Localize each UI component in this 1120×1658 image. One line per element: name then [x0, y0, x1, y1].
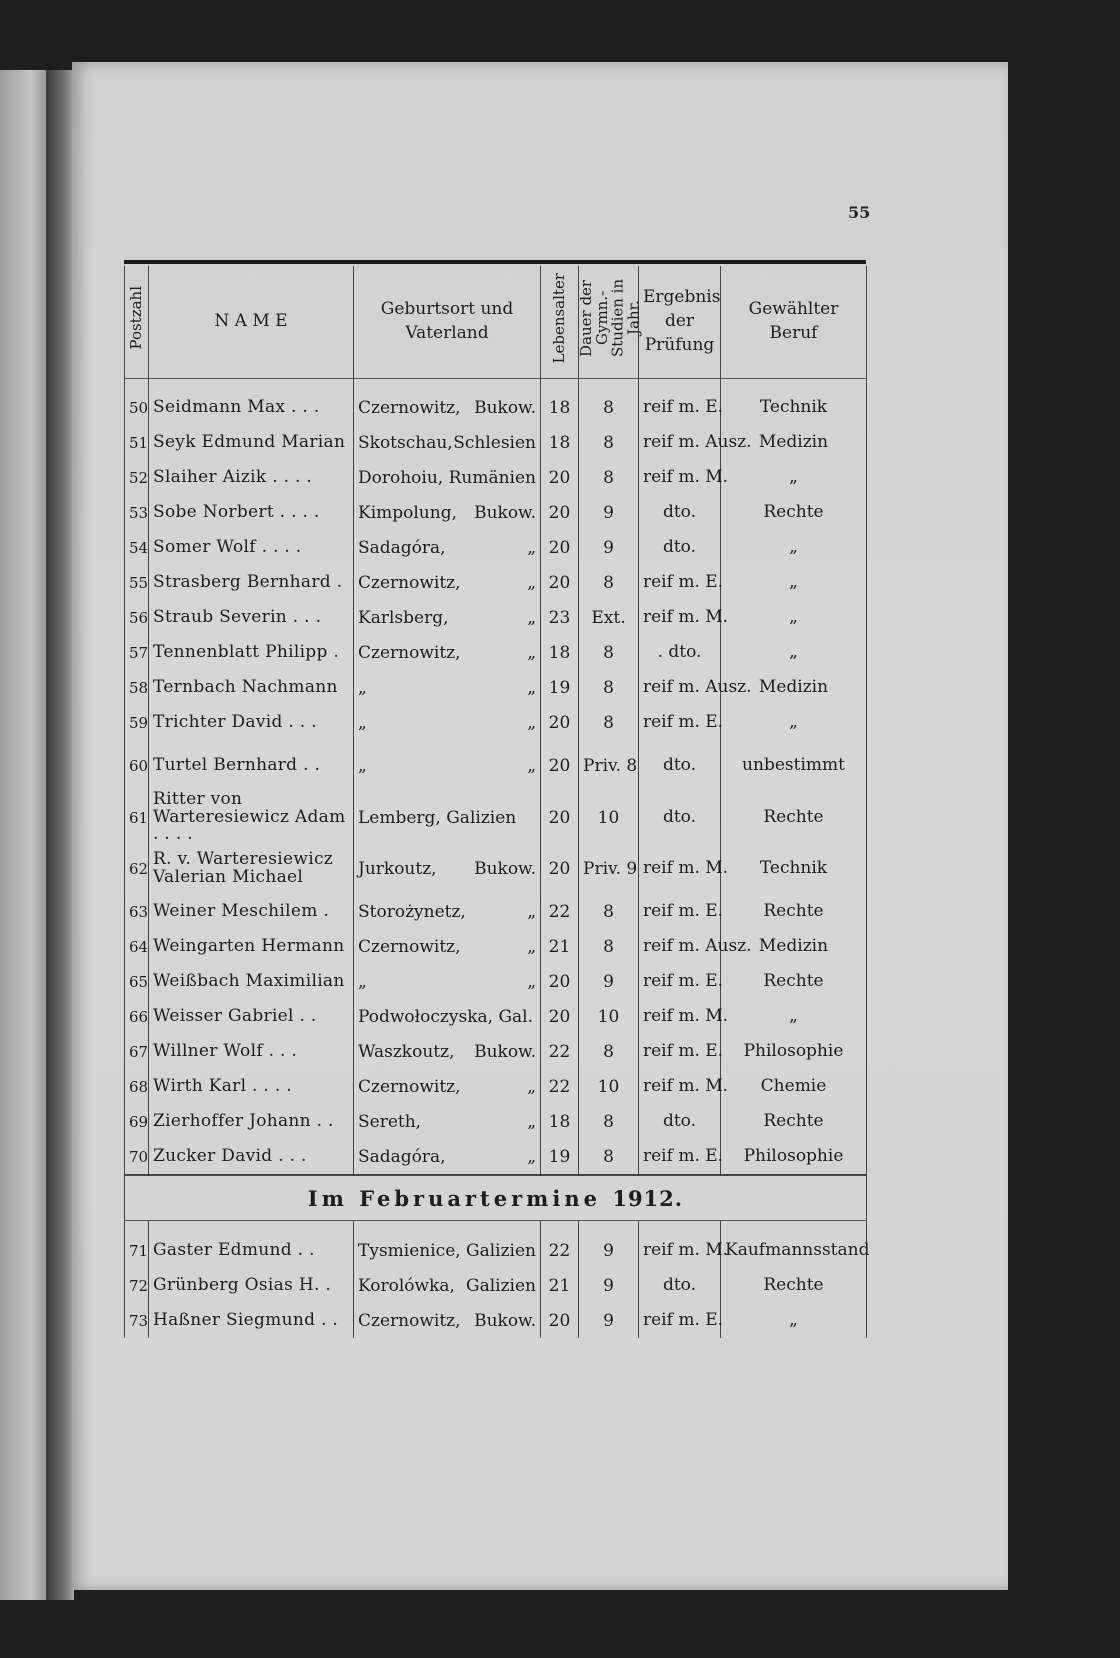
student-name-text: Ternbach Nachmann [153, 677, 338, 698]
table-body-february [125, 1233, 870, 1338]
age: 20 [541, 741, 579, 791]
exam-result: reif m. Ausz. [639, 671, 721, 706]
student-name [149, 601, 354, 636]
table-row [125, 1303, 867, 1338]
table-row [125, 1034, 867, 1069]
row-number: 70 [125, 1139, 149, 1175]
row-number: 58 [125, 671, 149, 706]
chosen-career: Medizin [721, 929, 867, 964]
row-number: 67 [125, 1034, 149, 1069]
row-number: 56 [125, 601, 149, 636]
exam-result: reif m. E. [639, 391, 721, 426]
row-number: 54 [125, 531, 149, 566]
age: 20 [541, 706, 579, 741]
row-number: 68 [125, 1069, 149, 1104]
birthplace [354, 671, 541, 706]
chosen-career: unbestimmt [721, 741, 867, 791]
row-number: 62 [125, 844, 149, 894]
student-name-text: Gaster Edmund . . [153, 1239, 315, 1260]
chosen-career: Rechte [721, 964, 867, 999]
table-row [125, 671, 867, 706]
chosen-career: „ [721, 706, 867, 741]
section-header [125, 1175, 867, 1233]
table-row [125, 741, 867, 791]
exam-result: dto. [639, 496, 721, 531]
table-row [125, 706, 867, 741]
table-body-main [125, 378, 867, 1175]
exam-result: reif m. E. [639, 706, 721, 741]
age: 18 [541, 636, 579, 671]
birthplace-city: Czernowitz, [358, 398, 461, 419]
student-name-text: Straub Severin . . . [153, 607, 322, 628]
table-row [125, 601, 867, 636]
birthplace-city: Skotschau, [358, 433, 453, 454]
exam-result: dto. [639, 1268, 721, 1303]
birthplace-city: Czernowitz, [358, 573, 461, 594]
birthplace-city: Kimpolung, [358, 503, 457, 524]
study-years: 9 [579, 1233, 639, 1268]
row-number: 73 [125, 1303, 149, 1338]
birthplace-city: Czernowitz, [358, 643, 461, 664]
student-name [149, 671, 354, 706]
chosen-career: Kaufmannsstand [721, 1233, 867, 1268]
chosen-career: Rechte [721, 1104, 867, 1139]
header-age: Lebensalter [541, 266, 579, 378]
exam-result: reif m. E. [639, 1303, 721, 1338]
birthplace-city: Sereth, [358, 1111, 422, 1132]
birthplace-country: Bukow. [474, 1310, 536, 1331]
birthplace-city: Korolówka, [358, 1275, 455, 1296]
student-name-text: Zucker David . . . [153, 1145, 307, 1166]
chosen-career: Rechte [721, 791, 867, 845]
birthplace [354, 1069, 541, 1104]
row-number: 65 [125, 964, 149, 999]
study-years: Priv. 8 [579, 741, 639, 791]
chosen-career: „ [721, 531, 867, 566]
study-years: 8 [579, 461, 639, 496]
row-number: 51 [125, 426, 149, 461]
left-page-edge [0, 70, 52, 1600]
exam-result: reif m. M. [639, 1069, 721, 1104]
age: 22 [541, 1233, 579, 1268]
birthplace [354, 531, 541, 566]
study-years: 8 [579, 636, 639, 671]
exam-result: reif m. M. [639, 1233, 721, 1268]
birthplace [354, 601, 541, 636]
row-number: 57 [125, 636, 149, 671]
exam-result: reif m. M. [639, 844, 721, 894]
age: 20 [541, 791, 579, 845]
student-name-text: Zierhoffer Johann . . [153, 1110, 334, 1131]
section-row [125, 1175, 867, 1221]
student-name [149, 1268, 354, 1303]
birthplace-country: Galizien [466, 1275, 536, 1296]
birthplace-city: Storożynetz, [358, 901, 466, 922]
row-number: 69 [125, 1104, 149, 1139]
student-name [149, 636, 354, 671]
header-row [125, 266, 867, 378]
birthplace-city: „ [358, 755, 367, 776]
birthplace-city: „ [358, 971, 367, 992]
birthplace [354, 1303, 541, 1338]
birthplace-country: Bukow. [474, 398, 536, 419]
chosen-career: Technik [721, 844, 867, 894]
header-duration: Dauer der Gymn.-Studien in Jahr. [579, 266, 639, 378]
birthplace-country: Bukow. [474, 503, 536, 524]
student-name [149, 426, 354, 461]
study-years: Priv. 9 [579, 844, 639, 894]
header-result: Ergebnis der Prüfung [639, 266, 721, 378]
student-name [149, 1034, 354, 1069]
table-top-rule [124, 260, 866, 264]
study-years: 8 [579, 929, 639, 964]
student-name [149, 496, 354, 531]
birthplace-country: „ [527, 538, 536, 559]
chosen-career: Philosophie [721, 1034, 867, 1069]
study-years: 8 [579, 706, 639, 741]
table-row [125, 426, 867, 461]
study-years: 8 [579, 566, 639, 601]
birthplace-city: Tysmienice, [358, 1240, 461, 1261]
study-years: 9 [579, 1303, 639, 1338]
chosen-career: Rechte [721, 1268, 867, 1303]
birthplace-city: Lemberg, Galizien [358, 807, 517, 828]
chosen-career: Rechte [721, 894, 867, 929]
birthplace-country: „ [527, 1146, 536, 1167]
chosen-career: „ [721, 1303, 867, 1338]
student-name-text: Weisser Gabriel . . [153, 1005, 317, 1026]
birthplace-country: „ [527, 936, 536, 957]
birthplace [354, 894, 541, 929]
exam-result: reif m. E. [639, 566, 721, 601]
table-row [125, 844, 867, 894]
page-number: 55 [848, 203, 871, 222]
table-row [125, 964, 867, 999]
birthplace [354, 566, 541, 601]
birthplace-city: Karlsberg, [358, 608, 449, 629]
table-row [125, 566, 867, 601]
age: 20 [541, 964, 579, 999]
table-row [125, 1104, 867, 1139]
birthplace [354, 636, 541, 671]
birthplace [354, 929, 541, 964]
student-name [149, 706, 354, 741]
birthplace [354, 496, 541, 531]
study-years: 8 [579, 1139, 639, 1175]
student-name [149, 894, 354, 929]
student-name-text: Tennenblatt Philipp . [153, 642, 340, 663]
birthplace [354, 461, 541, 496]
study-years: 8 [579, 894, 639, 929]
header-name: N A M E [149, 266, 354, 378]
exam-result: dto. [639, 531, 721, 566]
age: 20 [541, 844, 579, 894]
student-name-text: R. v. Warteresiewicz Valerian Michael [153, 849, 334, 888]
exam-result: reif m. M. [639, 461, 721, 496]
chosen-career: Chemie [721, 1069, 867, 1104]
row-number: 64 [125, 929, 149, 964]
student-name-text: Trichter David . . . [153, 712, 317, 733]
age: 20 [541, 461, 579, 496]
table-row [125, 1233, 867, 1268]
age: 22 [541, 1069, 579, 1104]
table-row [125, 531, 867, 566]
study-years: Ext. [579, 601, 639, 636]
table-row [125, 391, 867, 426]
birthplace-country: „ [527, 573, 536, 594]
student-name-text: Haßner Siegmund . . [153, 1309, 339, 1330]
student-name [149, 788, 354, 845]
table-row [125, 1069, 867, 1104]
chosen-career: Medizin [721, 671, 867, 706]
exam-result: reif m. E. [639, 1034, 721, 1069]
exam-result: reif m. Ausz. [639, 929, 721, 964]
chosen-career: Philosophie [721, 1139, 867, 1175]
birthplace-city: Dorohoiu, [358, 468, 444, 489]
student-name [149, 1139, 354, 1175]
study-years: 9 [579, 964, 639, 999]
birthplace-city: Czernowitz, [358, 1076, 461, 1097]
book-gutter [46, 70, 74, 1600]
table-row [125, 929, 867, 964]
birthplace [354, 964, 541, 999]
student-name-text: Seidmann Max . . . [153, 397, 320, 418]
exam-result: reif m. E. [639, 894, 721, 929]
chosen-career: Technik [721, 391, 867, 426]
age: 21 [541, 1268, 579, 1303]
age: 19 [541, 671, 579, 706]
header-birthplace: Geburtsort und Vaterland [354, 266, 541, 378]
birthplace-country: „ [527, 755, 536, 776]
birthplace-country: „ [527, 643, 536, 664]
row-number: 55 [125, 566, 149, 601]
birthplace [354, 426, 541, 461]
table-row [125, 461, 867, 496]
student-name-text: Slaiher Aizik . . . . [153, 467, 313, 488]
birthplace-city: „ [358, 713, 367, 734]
birthplace-city: Sadagóra, [358, 1146, 446, 1167]
student-name-text: Somer Wolf . . . . [153, 537, 302, 558]
row-number: 50 [125, 391, 149, 426]
birthplace-city: Czernowitz, [358, 1310, 461, 1331]
section-title: Im Februartermine 1912. [125, 1175, 867, 1221]
student-name-text: Seyk Edmund Marian [153, 432, 346, 453]
age: 18 [541, 1104, 579, 1139]
student-name [149, 999, 354, 1034]
student-name-text: Weiner Meschilem . [153, 900, 330, 921]
chosen-career: Medizin [721, 426, 867, 461]
birthplace-country: „ [527, 713, 536, 734]
student-name [149, 531, 354, 566]
student-name-text: Ritter von Warteresiewicz Adam . . . . [153, 788, 346, 845]
study-years: 10 [579, 999, 639, 1034]
study-years: 10 [579, 791, 639, 845]
birthplace-city: Podwołoczyska, Gal. [358, 1006, 534, 1027]
study-years: 8 [579, 1104, 639, 1139]
birthplace [354, 1104, 541, 1139]
table-row [125, 496, 867, 531]
student-name [149, 964, 354, 999]
spacer-row [125, 1221, 867, 1234]
age: 20 [541, 566, 579, 601]
study-years: 9 [579, 531, 639, 566]
table-row [125, 1268, 867, 1303]
birthplace-country: Bukow. [474, 859, 536, 880]
chosen-career: „ [721, 636, 867, 671]
table-row [125, 894, 867, 929]
row-number: 52 [125, 461, 149, 496]
exam-result: reif m. M. [639, 601, 721, 636]
row-number: 60 [125, 741, 149, 791]
birthplace-city: Czernowitz, [358, 936, 461, 957]
student-name-text: Grünberg Osias H. . [153, 1274, 332, 1295]
chosen-career: „ [721, 601, 867, 636]
student-name-text: Turtel Bernhard . . [153, 754, 321, 775]
birthplace-country: „ [527, 971, 536, 992]
age: 20 [541, 1303, 579, 1338]
birthplace-country: „ [527, 608, 536, 629]
age: 20 [541, 531, 579, 566]
exam-result: . dto. [639, 636, 721, 671]
student-name [149, 1233, 354, 1268]
exam-result: dto. [639, 791, 721, 845]
student-name [149, 741, 354, 791]
age: 21 [541, 929, 579, 964]
header-postzahl: Postzahl [125, 266, 149, 378]
student-name-text: Wirth Karl . . . . [153, 1075, 292, 1096]
graduates-table [124, 266, 870, 1338]
birthplace-country: „ [527, 1111, 536, 1132]
birthplace-country: Schlesien [453, 433, 536, 454]
chosen-career: „ [721, 566, 867, 601]
age: 22 [541, 894, 579, 929]
row-number: 72 [125, 1268, 149, 1303]
study-years: 9 [579, 496, 639, 531]
table-row [125, 791, 867, 845]
birthplace-city: Sadagóra, [358, 538, 446, 559]
spacer-row [125, 378, 867, 391]
age: 20 [541, 496, 579, 531]
exam-result: dto. [639, 741, 721, 791]
birthplace-country: „ [527, 901, 536, 922]
exam-result: dto. [639, 1104, 721, 1139]
study-years: 10 [579, 1069, 639, 1104]
student-name [149, 1303, 354, 1338]
birthplace [354, 1034, 541, 1069]
birthplace [354, 999, 541, 1034]
birthplace [354, 1268, 541, 1303]
table-row [125, 999, 867, 1034]
row-number: 71 [125, 1233, 149, 1268]
birthplace [354, 706, 541, 741]
student-name-text: Strasberg Bernhard . [153, 572, 343, 593]
birthplace-country: Bukow. [474, 1041, 536, 1062]
birthplace-city: Jurkoutz, [358, 859, 437, 880]
student-name [149, 566, 354, 601]
age: 22 [541, 1034, 579, 1069]
row-number: 63 [125, 894, 149, 929]
birthplace-country: „ [527, 678, 536, 699]
study-years: 8 [579, 671, 639, 706]
exam-result: reif m. E. [639, 964, 721, 999]
birthplace [354, 391, 541, 426]
student-name-text: Weingarten Hermann [153, 935, 345, 956]
study-years: 8 [579, 1034, 639, 1069]
age: 23 [541, 601, 579, 636]
birthplace-country: „ [527, 1076, 536, 1097]
birthplace-city: Waszkoutz, [358, 1041, 455, 1062]
student-name [149, 929, 354, 964]
row-number: 66 [125, 999, 149, 1034]
student-name-text: Willner Wolf . . . [153, 1040, 298, 1061]
birthplace-country: Galizien [466, 1240, 536, 1261]
birthplace [354, 844, 541, 894]
student-name [149, 461, 354, 496]
student-name-text: Sobe Norbert . . . . [153, 502, 320, 523]
row-number: 53 [125, 496, 149, 531]
student-name-text: Weißbach Maximilian [153, 970, 345, 991]
student-name [149, 391, 354, 426]
chosen-career: Rechte [721, 496, 867, 531]
birthplace [354, 1139, 541, 1175]
age: 18 [541, 426, 579, 461]
study-years: 8 [579, 426, 639, 461]
student-name [149, 844, 354, 894]
birthplace-country: Rumänien [448, 468, 536, 489]
student-name [149, 1069, 354, 1104]
birthplace [354, 791, 541, 845]
row-number: 61 [125, 791, 149, 845]
study-years: 9 [579, 1268, 639, 1303]
study-years: 8 [579, 391, 639, 426]
table-row [125, 1139, 867, 1175]
birthplace [354, 1233, 541, 1268]
header-career: Gewählter Beruf [721, 266, 867, 378]
birthplace [354, 741, 541, 791]
chosen-career: „ [721, 461, 867, 496]
exam-result: reif m. M. [639, 999, 721, 1034]
age: 18 [541, 391, 579, 426]
exam-result: reif m. Ausz. [639, 426, 721, 461]
age: 19 [541, 1139, 579, 1175]
exam-result: reif m. E. [639, 1139, 721, 1175]
age: 20 [541, 999, 579, 1034]
student-name [149, 1104, 354, 1139]
table-row [125, 636, 867, 671]
chosen-career: „ [721, 999, 867, 1034]
row-number: 59 [125, 706, 149, 741]
birthplace-city: „ [358, 678, 367, 699]
